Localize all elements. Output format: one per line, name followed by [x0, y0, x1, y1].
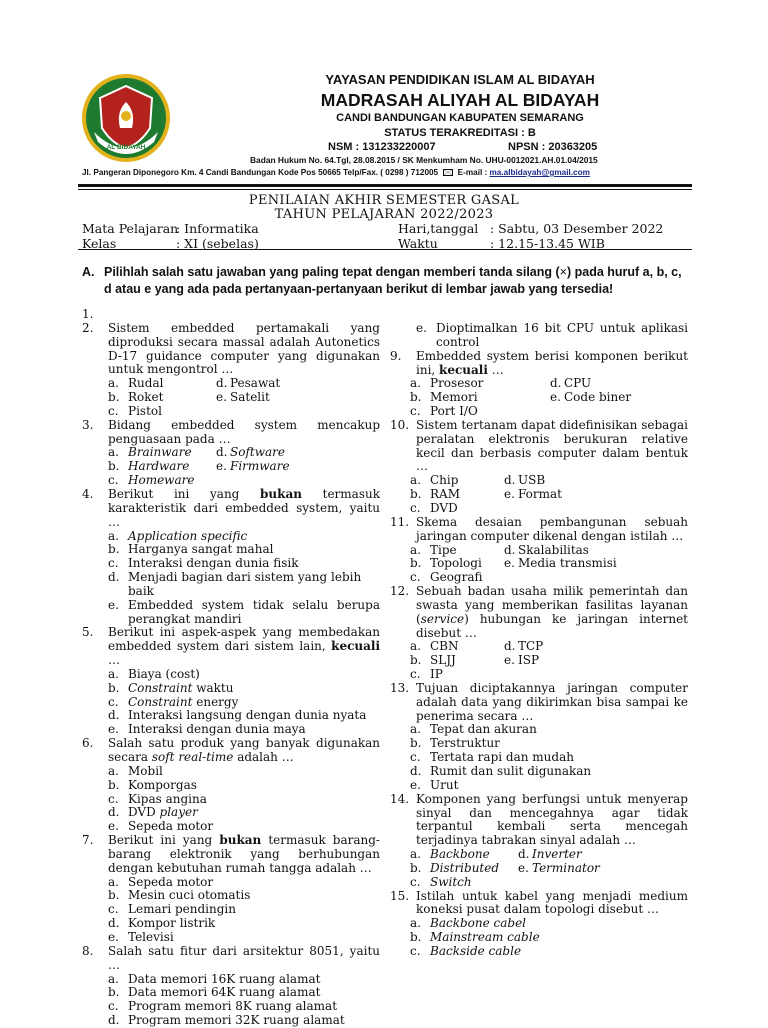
option-b[interactable]: b. Data memori 64K ruang alamat: [108, 985, 321, 1000]
legal-info: Badan Hukum No. 64.Tgl, 28.08.2015 / SK Menkumham No. UHU-0012021.AH.01.04/2015: [250, 155, 598, 165]
mail-icon: [443, 169, 453, 176]
school-logo: [80, 72, 172, 164]
option-d[interactable]: d. DVD player: [108, 805, 198, 820]
question-1: 1.: [82, 307, 94, 321]
option-e[interactable]: e. Format: [504, 487, 562, 502]
option-b[interactable]: b. Terstruktur: [410, 736, 500, 751]
subject-label: Mata Pelajaran: [82, 221, 179, 236]
option-d[interactable]: d. Inverter: [518, 847, 582, 862]
option-d[interactable]: d. Pesawat: [216, 376, 281, 391]
question-11-options: [390, 544, 688, 586]
option-a[interactable]: a. Brainware: [108, 445, 192, 460]
option-b[interactable]: b. Memori: [410, 390, 478, 405]
school-name: MADRASAH ALIYAH AL BIDAYAH: [320, 90, 600, 110]
option-a[interactable]: a. Sepeda motor: [108, 874, 214, 889]
option-a[interactable]: a. Application specific: [108, 528, 248, 543]
option-a[interactable]: a. Mobil: [108, 763, 163, 778]
question-9: 9. Embedded system berisi komponen berikut ini, kecuali …: [390, 348, 688, 377]
option-c[interactable]: c. Interaksi dengan dunia fisik: [108, 556, 299, 571]
class-label: Kelas: [82, 236, 117, 251]
option-e[interactable]: e. Televisi: [108, 929, 174, 944]
time-label: Waktu: [398, 236, 438, 251]
question-12: 12. Sebuah badan usaha milik pemerintah dan swasta yang memberikan fasilitas layanan (service) hubungan ke jaringan internet disebut …: [390, 584, 688, 640]
option-e[interactable]: e. Sepeda motor: [108, 819, 214, 834]
nsm-number: NSM : 131233220007: [328, 141, 436, 153]
question-2-options: [82, 377, 380, 419]
option-a[interactable]: a. CBN: [410, 639, 459, 654]
option-e[interactable]: e. Firmware: [216, 459, 290, 474]
questions-left-column: [82, 308, 380, 1028]
option-d[interactable]: d. USB: [504, 473, 546, 488]
question-13-options: [390, 723, 688, 792]
option-b[interactable]: b. Distributed: [410, 860, 500, 875]
option-d[interactable]: d. Interaksi langsung dengan dunia nyata: [108, 708, 367, 723]
question-text: Salah satu fitur dari arsitektur 8051, yaitu …: [108, 943, 380, 972]
option-d[interactable]: d. Skalabilitas: [504, 542, 589, 557]
option-b[interactable]: b. RAM: [410, 487, 460, 502]
option-e[interactable]: e. Dioptimalkan 16 bit CPU untuk aplikasi control: [416, 321, 688, 349]
option-a[interactable]: a. Biaya (cost): [108, 666, 200, 681]
questions-right-column: [390, 322, 688, 959]
option-e[interactable]: e. Satelit: [216, 390, 270, 405]
option-e[interactable]: e. Terminator: [518, 860, 600, 875]
option-a[interactable]: a. Tepat dan akuran: [410, 722, 537, 737]
time-value: : 12.15-13.45 WIB: [490, 236, 605, 251]
question-10: 10. Sistem tertanam dapat didefinisikan sebagai peralatan elektronis berukuran relative kecil dan berbasis computer dalam bentuk …: [390, 417, 688, 474]
option-a[interactable]: a. Tipe: [410, 542, 457, 557]
option-a[interactable]: a. Chip: [410, 473, 459, 488]
option-e[interactable]: e. Interaksi dengan dunia maya: [108, 722, 306, 737]
option-e[interactable]: e. ISP: [504, 653, 540, 668]
option-d[interactable]: d. Rumit dan sulit digunakan: [410, 764, 592, 778]
option-c[interactable]: c. DVD: [410, 500, 458, 515]
option-c[interactable]: c. IP: [410, 667, 443, 682]
option-d[interactable]: d. Menjadi bagian dari sistem yang lebih baik: [108, 570, 362, 598]
header-rule-thick: [78, 184, 692, 187]
school-location: CANDI BANDUNGAN KABUPATEN SEMARANG: [336, 112, 584, 124]
address-line: [82, 168, 590, 177]
option-c[interactable]: c. Tertata rapi dan mudah: [410, 750, 574, 765]
option-c[interactable]: c. Kipas angina: [108, 791, 207, 806]
option-d[interactable]: d. TCP: [504, 639, 544, 654]
instruction-text-3: d atau e yang ada pada pertanyaan-pertanyaan berikut di lembar jawab yang tersedia!: [104, 282, 614, 296]
question-8: 8. Salah satu fitur dari arsitektur 8051, yaitu …: [82, 943, 380, 972]
class-value: : XI (sebelas): [176, 236, 259, 251]
question-text: Sistem embedded pertamakali yang diproduksi secara massal adalah Autonetics D-17 guidance computer yang digunakan untuk mengontrol …: [108, 320, 380, 377]
question-15: 15. Istilah untuk kabel yang menjadi medium koneksi pusat dalam topologi disebut …: [390, 888, 688, 917]
accreditation-status: STATUS TERAKREDITASI : B: [384, 127, 536, 139]
instruction: [82, 264, 702, 298]
option-b[interactable]: b. Topologi: [410, 556, 482, 571]
option-b[interactable]: b. Mesin cuci otomatis: [108, 888, 251, 903]
option-d[interactable]: d. Program memori 32K ruang alamat: [108, 1013, 345, 1028]
meta-rule: [78, 249, 692, 250]
question-text: Bidang embedded system mencakup penguasaan pada …: [108, 417, 380, 446]
option-a[interactable]: a. Backbone: [410, 847, 490, 862]
option-e[interactable]: e. Urut: [410, 777, 459, 792]
option-b[interactable]: b. Constraint waktu: [108, 680, 234, 695]
option-b[interactable]: b. Hardware: [108, 459, 190, 474]
question-text: Komponen yang berfungsi untuk menyerap sinyal dan mencegahnya agar tidak terpantul kembali serta mencegah terjadinya tabrakan sinyal adalah …: [416, 791, 688, 848]
address-text: Jl. Pangeran Diponegoro Km. 4 Candi Bandungan Kode Pos 50665 Telp/Fax. ( 0298 ) 712005: [82, 168, 439, 177]
question-text: Sistem tertanam dapat didefinisikan sebagai peralatan elektronis berukuran relative kecil dan berbasis computer dalam bentuk …: [416, 417, 688, 474]
option-c[interactable]: c. Program memori 8K ruang alamat: [108, 999, 338, 1014]
instruction-text-1: Pilihlah salah satu jawaban yang paling tepat dengan memberi tanda silang (: [104, 265, 560, 279]
option-d[interactable]: d. Software: [216, 445, 285, 460]
question-14: 14. Komponen yang berfungsi untuk menyerap sinyal dan mencegahnya agar tidak terpantul kembali serta mencegah terjadinya tabrakan sinyal adalah …: [390, 791, 688, 848]
cross-symbol: ×: [559, 265, 567, 279]
option-a[interactable]: a. Backbone cabel: [410, 916, 527, 931]
question-4: 4. Berikut ini yang bukan termasuk karakteristik dari embedded system, yaitu …: [82, 486, 380, 529]
question-text: Tujuan diciptakannya jaringan computer adalah data yang dikirimkan bisa sampai ke penerima secara …: [416, 680, 688, 723]
question-text: Istilah untuk kabel yang menjadi medium koneksi pusat dalam topologi disebut …: [416, 888, 688, 917]
question-7: 7. Berikut ini yang bukan termasuk barang-barang elektronik yang berhubungan dengan kebutuhan rumah tangga adalah …: [82, 833, 380, 875]
option-d[interactable]: d. Kompor listrik: [108, 916, 216, 931]
question-6-options: [82, 765, 380, 834]
question-text: Skema desaian pembangunan sebuah jaringan computer dikenal dengan istilah …: [416, 514, 688, 543]
question-3: 3. Bidang embedded system mencakup penguasaan pada …: [82, 417, 380, 446]
exam-year: TAHUN PELAJARAN 2022/2023: [274, 207, 494, 222]
question-3-options: [82, 446, 380, 488]
question-8-options-continued: [390, 322, 688, 350]
instruction-text-2: ) pada huruf a, b, c,: [566, 265, 682, 279]
date-value: : Sabtu, 03 Desember 2022: [490, 221, 664, 236]
option-c[interactable]: c. Backside cable: [410, 943, 522, 958]
option-e[interactable]: e. Media transmisi: [504, 556, 617, 571]
email-label: E-mail :: [457, 168, 488, 177]
subject-value: : Informatika: [176, 221, 259, 236]
option-c[interactable]: c. Constraint energy: [108, 694, 239, 709]
option-c[interactable]: c. Homeware: [108, 473, 195, 488]
option-e[interactable]: e. Code biner: [550, 390, 632, 405]
question-11: 11. Skema desaian pembangunan sebuah jaringan computer dikenal dengan istilah …: [390, 514, 688, 543]
question-2: 2. Sistem embedded pertamakali yang diproduksi secara massal adalah Autonetics D-17 guidance computer yang digunakan untuk mengontrol …: [82, 320, 380, 377]
instruction-letter: A.: [82, 265, 95, 279]
email-link[interactable]: ma.albidayah@gmail.com: [489, 168, 590, 177]
option-c[interactable]: c. Geografi: [410, 570, 483, 585]
option-b[interactable]: b. Komporgas: [108, 777, 197, 792]
option-c[interactable]: c. Switch: [410, 874, 472, 889]
option-c[interactable]: c. Port I/O: [410, 404, 478, 419]
question-12-options: [390, 640, 688, 682]
option-a[interactable]: a. Prosesor: [410, 376, 484, 391]
question-14-options: [390, 848, 688, 890]
npsn-number: NPSN : 20363205: [508, 141, 598, 153]
question-8-options: [82, 973, 380, 1028]
option-b[interactable]: b. Roket: [108, 390, 164, 405]
logo-center-dot: [121, 111, 131, 121]
question-13: 13. Tujuan diciptakannya jaringan computer adalah data yang dikirimkan bisa sampai ke penerima secara …: [390, 680, 688, 723]
logo-label: AL BIDAYAH: [106, 144, 146, 151]
option-b[interactable]: b. Harganya sangat mahal: [108, 542, 274, 557]
option-e[interactable]: e. Embedded system tidak selalu berupa perangkat mandiri: [108, 597, 380, 626]
question-15-options: [390, 917, 688, 959]
question-6: 6. Salah satu produk yang banyak digunakan secara soft real-time adalah …: [82, 736, 380, 764]
exam-title: PENILAIAN AKHIR SEMESTER GASAL: [248, 193, 520, 208]
option-d[interactable]: d. CPU: [550, 376, 592, 391]
option-a[interactable]: a. Data memori 16K ruang alamat: [108, 971, 321, 986]
date-label: Hari,tanggal: [398, 221, 479, 236]
question-5-options: [82, 668, 380, 737]
question-9-options: [390, 377, 688, 419]
header-rule-thin: [78, 189, 692, 190]
question-4-options: [82, 530, 380, 627]
question-10-options: [390, 474, 688, 516]
option-b[interactable]: b. Mainstream cable: [410, 930, 540, 945]
option-b[interactable]: b. SLJJ: [410, 653, 456, 668]
option-c[interactable]: c. Pistol: [108, 403, 162, 418]
question-5: 5. Berikut ini aspek-aspek yang membedakan embedded system dari sistem lain, kecuali …: [82, 625, 380, 668]
option-a[interactable]: a. Rudal: [108, 376, 164, 391]
question-7-options: [82, 876, 380, 945]
foundation-name: YAYASAN PENDIDIKAN ISLAM AL BIDAYAH: [325, 72, 595, 87]
option-c[interactable]: c. Lemari pendingin: [108, 902, 236, 917]
